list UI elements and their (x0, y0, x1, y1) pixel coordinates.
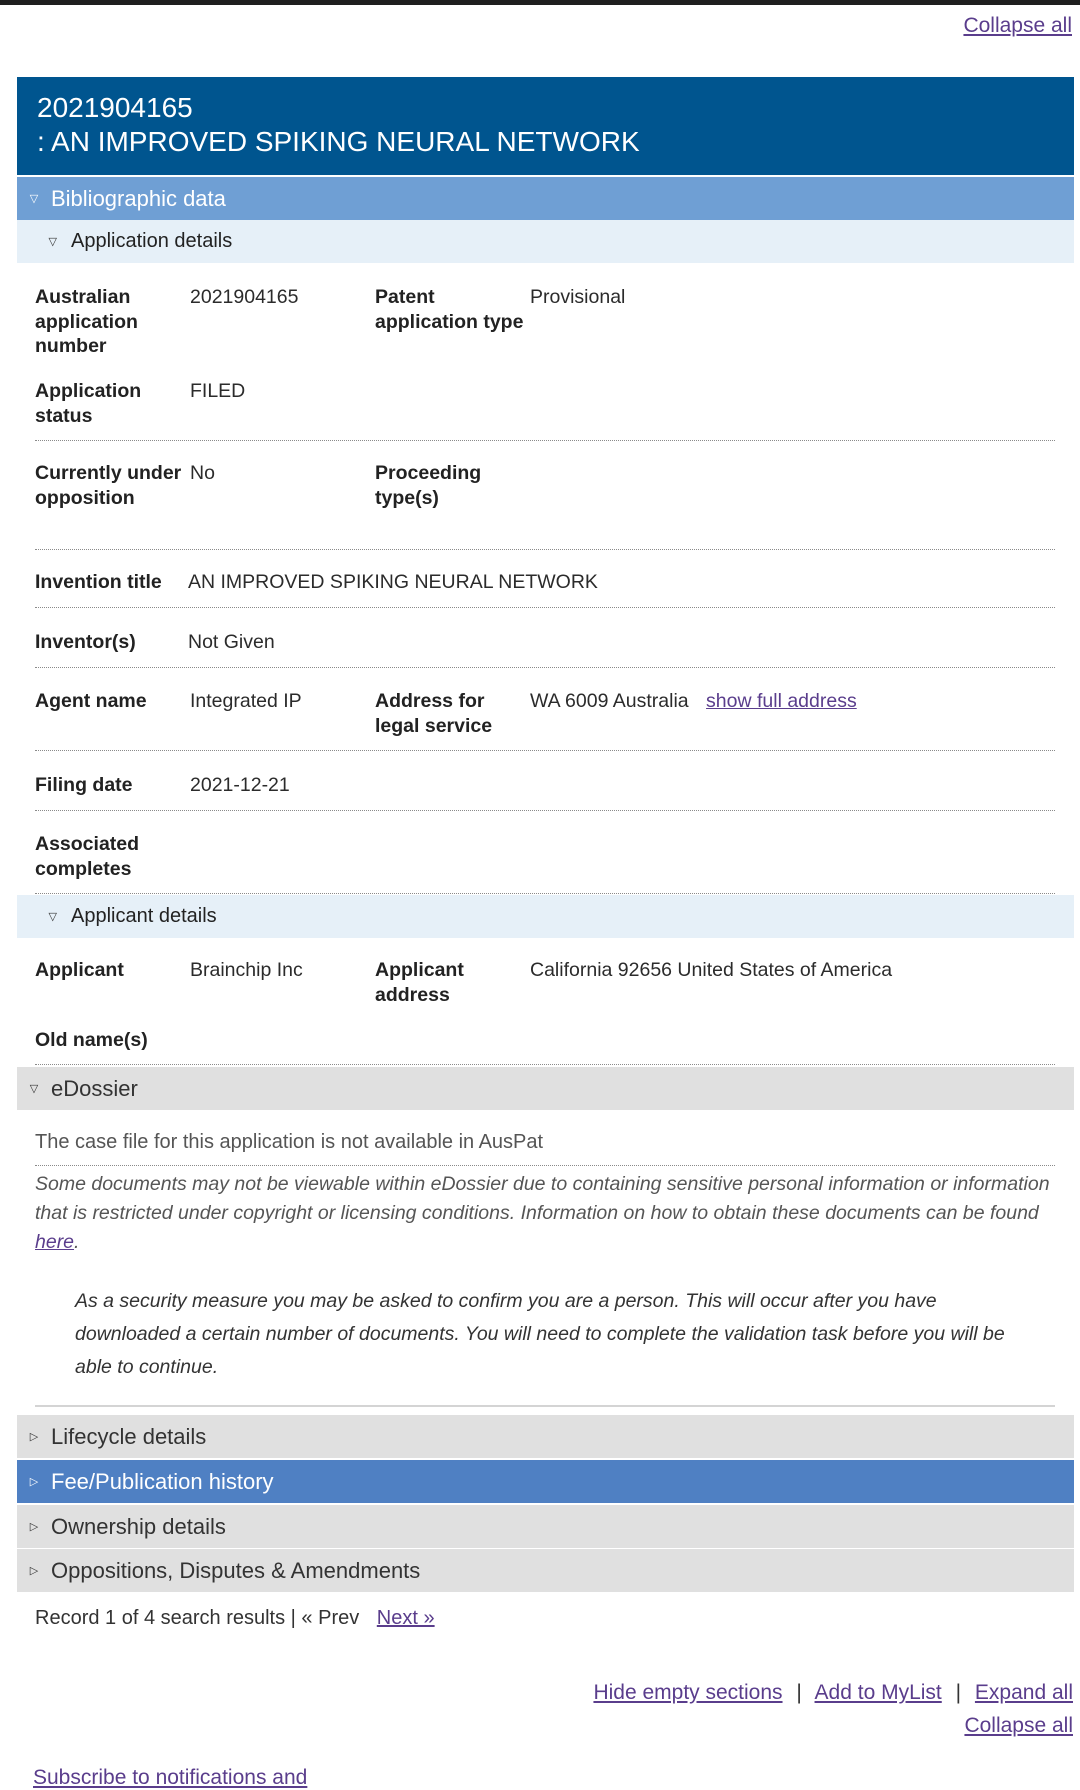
value-invention-title: AN IMPROVED SPIKING NEURAL NETWORK (188, 571, 598, 593)
detail-row-application (35, 285, 1055, 441)
edossier-note-end: . (74, 1231, 80, 1253)
record-title-bar (17, 77, 1074, 175)
edossier-unavailable-text: The case file for this application is not available in AusPat (35, 1131, 544, 1153)
link-separator: | (796, 1681, 802, 1704)
label-status: Application status (35, 380, 142, 427)
triangle-down-icon: ▽ (29, 1083, 39, 1095)
triangle-down-icon: ▽ (29, 193, 39, 205)
label-agent: Agent name (35, 690, 147, 712)
bottom-links (593, 1676, 1073, 1742)
record-pager (35, 1607, 435, 1630)
next-record-link[interactable]: Next » (376, 1607, 435, 1629)
value-inventors: Not Given (188, 631, 275, 653)
edossier-note-text: Some documents may not be viewable within eDossier due to containing sensitive personal information or information that is restricted under copyright or licensing conditions. Information on how to obtain these documents can be found (35, 1173, 1050, 1224)
subscribe-notifications-link[interactable] (33, 1766, 333, 1789)
value-filing-date: 2021-12-21 (190, 774, 290, 796)
link-separator: | (955, 1681, 962, 1704)
label-au-app-number: Australian application number (35, 286, 138, 357)
detail-row-agent (35, 689, 1055, 751)
detail-row-applicant (35, 958, 1055, 1065)
subsection-title: Applicant details (71, 905, 217, 927)
value-au-app-number: 2021904165 (190, 286, 299, 308)
section-edossier[interactable] (17, 1067, 1074, 1110)
invention-title-heading: : AN IMPROVED SPIKING NEURAL NETWORK (37, 126, 640, 157)
value-agent: Integrated IP (190, 690, 302, 712)
section-title: Bibliographic data (51, 185, 226, 211)
hide-empty-sections-link[interactable]: Hide empty sections (593, 1681, 783, 1704)
label-old-names: Old name(s) (35, 1029, 148, 1051)
triangle-down-icon: ▽ (48, 236, 57, 248)
detail-row-opposition (35, 461, 1055, 550)
section-title: Lifecycle details (51, 1423, 207, 1449)
value-address-legal (530, 689, 1050, 714)
application-number-heading: 2021904165 (37, 92, 193, 123)
show-full-address-link[interactable]: show full address (706, 690, 857, 712)
label-applicant-address: Applicant address (375, 959, 464, 1006)
section-lifecycle[interactable] (17, 1415, 1074, 1458)
section-title: Ownership details (51, 1513, 226, 1539)
label-associated: Associated completes (35, 833, 140, 880)
edossier-unavailable-message (35, 1131, 1055, 1166)
top-border (0, 0, 1080, 5)
triangle-right-icon: ▷ (29, 1521, 39, 1533)
subsection-title: Application details (71, 230, 233, 252)
triangle-right-icon: ▷ (29, 1565, 39, 1577)
pager-text: Record 1 of 4 search results | « Prev (35, 1607, 360, 1629)
label-filing-date: Filing date (35, 774, 133, 796)
section-bibliographic[interactable] (17, 177, 1074, 220)
detail-row-inventors (35, 630, 1055, 668)
label-applicant: Applicant (35, 959, 124, 981)
value-patent-type: Provisional (530, 286, 626, 308)
label-inventors: Inventor(s) (35, 631, 136, 653)
label-patent-type: Patent application type (375, 286, 524, 333)
value-applicant: Brainchip Inc (190, 959, 303, 981)
address-text: WA 6009 Australia (530, 690, 689, 712)
collapse-all-link-bottom[interactable]: Collapse all (964, 1714, 1073, 1737)
section-divider (35, 1405, 1055, 1407)
triangle-right-icon: ▷ (29, 1476, 39, 1488)
section-oppositions[interactable] (17, 1549, 1074, 1592)
section-title: Oppositions, Disputes & Amendments (51, 1557, 421, 1583)
edossier-note (35, 1170, 1055, 1257)
edossier-here-link[interactable]: here (35, 1231, 75, 1253)
collapse-all-link-top[interactable]: Collapse all (963, 14, 1072, 37)
section-fee-publication[interactable] (17, 1460, 1074, 1503)
subsection-applicant-details[interactable] (17, 895, 1074, 938)
detail-row-associated (35, 832, 1055, 894)
section-ownership[interactable] (17, 1505, 1074, 1548)
section-title: eDossier (51, 1075, 138, 1101)
value-opposition: No (190, 462, 215, 484)
triangle-down-icon: ▽ (48, 911, 57, 923)
label-proceeding: Proceeding type(s) (375, 462, 482, 509)
add-to-mylist-link[interactable]: Add to MyList (814, 1681, 942, 1704)
detail-row-invention-title (35, 570, 1055, 608)
detail-row-filing-date (35, 773, 1055, 811)
label-opposition: Currently under opposition (35, 462, 182, 509)
subscribe-text[interactable]: Subscribe to notifications and (33, 1766, 308, 1789)
label-address-legal: Address for legal service (375, 690, 493, 737)
subsection-application-details[interactable] (17, 220, 1074, 263)
label-invention-title: Invention title (35, 571, 162, 593)
value-status: FILED (190, 380, 246, 402)
triangle-right-icon: ▷ (29, 1431, 39, 1443)
top-links (963, 14, 1072, 38)
security-notice: As a security measure you may be asked to confirm you are a person. This will occur after you have downloaded a certain number of documents. You will need to complete the validation task before you will be able to continue. (75, 1290, 1005, 1378)
value-applicant-address: California 92656 United States of America (530, 959, 893, 981)
expand-all-link[interactable]: Expand all (974, 1681, 1073, 1704)
section-title: Fee/Publication history (51, 1468, 274, 1494)
